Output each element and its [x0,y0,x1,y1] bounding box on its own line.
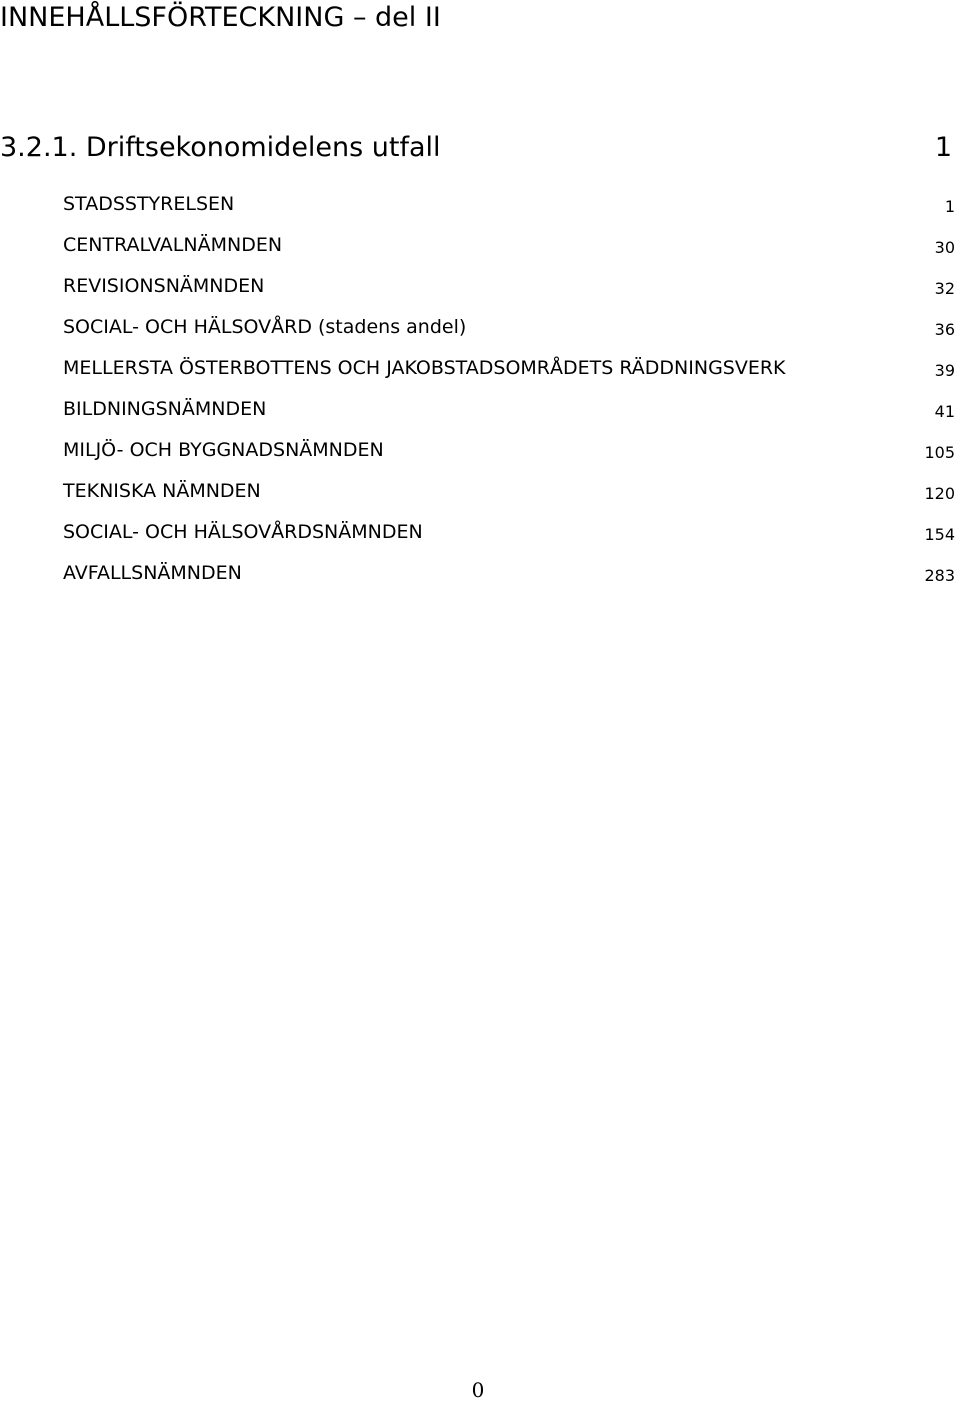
toc-list [63,190,955,600]
toc-entry-page: 105 [924,443,955,462]
toc-entry-page: 1 [944,197,955,216]
toc-entry-page: 36 [934,320,955,339]
toc-entry-label: CENTRALVALNÄMNDEN [63,234,283,256]
toc-entry-page: 30 [934,238,955,257]
toc-entry [63,436,955,477]
toc-entry-page: 120 [924,484,955,503]
toc-entry-page: 41 [934,402,955,421]
toc-section-row [0,130,952,166]
toc-entry-label: REVISIONSNÄMNDEN [63,275,265,297]
document-title: INNEHÅLLSFÖRTECKNING – del II [0,2,441,33]
toc-entry-label: MILJÖ- OCH BYGGNADSNÄMNDEN [63,439,384,461]
toc-entry [63,559,955,600]
toc-entry-label: BILDNINGSNÄMNDEN [63,398,267,420]
toc-entry-label: STADSSTYRELSEN [63,193,235,215]
toc-entry [63,518,955,559]
toc-entry-page: 283 [924,566,955,585]
toc-entry-label: AVFALLSNÄMNDEN [63,562,242,584]
toc-entry-label: SOCIAL- OCH HÄLSOVÅRDSNÄMNDEN [63,521,423,543]
toc-entry-label: SOCIAL- OCH HÄLSOVÅRD (stadens andel) [63,316,467,338]
toc-entry [63,272,955,313]
toc-entry [63,231,955,272]
toc-entry [63,190,955,231]
toc-entry-page: 39 [934,361,955,380]
toc-entry-label: TEKNISKA NÄMNDEN [63,480,261,502]
toc-entry [63,354,955,395]
toc-entry-label: MELLERSTA ÖSTERBOTTENS OCH JAKOBSTADSOMRÅDETS RÄDDNINGSVERK [63,357,786,379]
page-number: 0 [471,1378,485,1402]
toc-entry-page: 32 [934,279,955,298]
toc-section-label: 3.2.1. Driftsekonomidelens utfall [0,132,441,163]
toc-section-page: 1 [934,132,952,163]
toc-entry-page: 154 [924,525,955,544]
toc-entry [63,395,955,436]
toc-entry [63,477,955,518]
toc-entry [63,313,955,354]
